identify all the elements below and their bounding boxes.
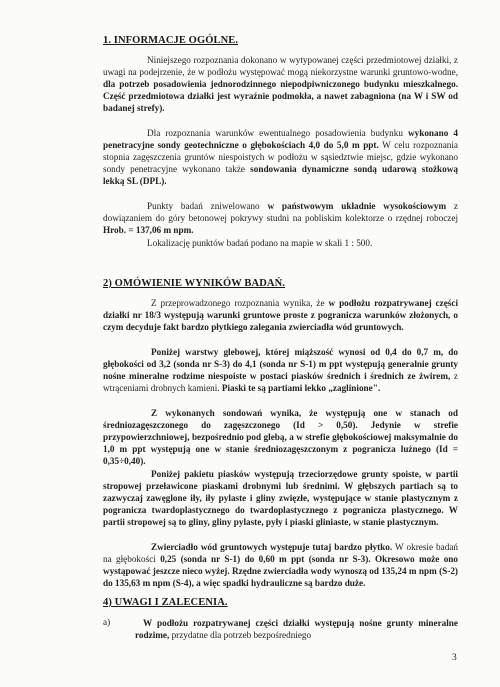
text-run: Z wykonanych sondowań wynika, że występują one w stanach od średniozagęszczonego do zagęszczonego (Id > 0,50). Jedynie w strefie przypowierzchniowej, bezpośrednio pod glebą, a w strefie głębokościowej maksymalnie do 1,0 m ppt występują one w stanie średniozagęszczonym z pogranicza luźnego (Id = 0,35÷0,40). — [103, 408, 458, 467]
text-run: W podłożu rozpatrywanej części działki występują nośne grunty mineralne rodzime, — [135, 618, 458, 641]
text-run: wykonano 4 penetracyjne sondy geotechniczne o głębokościach 4,0 do 5,0 m ppt. — [103, 128, 458, 151]
text-run: Dla rozpoznania warunków ewentualnego posadowienia budynku — [147, 128, 408, 138]
section-2-paragraph-4 — [103, 468, 458, 528]
text-run: Poniżej pakietu piasków występują trzeciorzędowe grunty spoiste, w partii stropowej przeławicone piaskami drobnymi lub średnimi. W głębszych partiach są to zazwyczaj zawęglone iły, iły pylaste i gliny zwięzłe, występujące w stanie plastycznym z pogranicza twardoplastycznego do twardoplastycznego z pogranicza plastycznego. W partii stropowej są to gliny, gliny pylaste, pyły i piaski gliniaste, w stanie plastycznym. — [103, 469, 458, 528]
text-run: Z przeprowadzonego rozpoznania wynika, że — [151, 298, 329, 308]
text-run: w podłożu rozpatrywanej części działki nr 18/3 występują warunki gruntowe proste z pogranicza warunków złożonych, o czym decyduje fakt bardzo płytkiego zalegania zwierciadła wód gruntowych. — [103, 298, 458, 333]
text-run: Niniejszego rozpoznania dokonano w wytypowanej części przedmiotowej działki, z uwagi na podejrzenie, że w podłożu występować mogą niekorzystne warunki gruntowo-wodne, — [103, 55, 458, 78]
section-2-paragraph-1 — [103, 297, 458, 333]
text-run: sondowania dynamiczne sondą udarową stożkową lekką SL (DPL). — [103, 164, 458, 187]
text-run: W celu rozpoznania stopnia zagęszczenia gruntów niespoistych w podłożu w sąsiedztwie miejsc, gdzie wykonano sondy penetracyjne wykonano także — [103, 140, 458, 175]
section-1-heading: 1. INFORMACJE OGÓLNE. — [103, 35, 239, 46]
section-2-heading: 2) OMÓWIENIE WYNIKÓW BADAŃ. — [103, 278, 285, 289]
text-run: w państwowym układnie wysokościowym — [267, 201, 447, 211]
section-2-paragraph-2 — [103, 346, 458, 394]
text-run: 0,25 (sonda nr S-1) do 0,60 m ppt (sonda nr S-3). Okresowo może ono wystąpować jeszcze nieco wyżej. Rzędne zwierciadła wody wynoszą od 135,24 m npm (S-2) do 135,63 m npm (S-4), a więc spadki hydrauliczne są bardzo duże. — [103, 554, 458, 589]
text-run: Poniżej warstwy glebowej, której miąższość wynosi od 0,4 do 0,7 m, do głębokości od 3,2 (sonda nr S-3) do 4,1 (sonda nr S-1) m ppt występują generalnie grunty nośne mineralne rodzime niespoiste w postaci piasków średnich i średnich ze żwirem, — [103, 347, 458, 382]
list-item-marker: a) — [103, 617, 111, 627]
text-run: Hrob. = 137,06 m npm. — [103, 225, 194, 236]
section-2-paragraph-5 — [103, 541, 458, 589]
section-2-paragraph-3 — [103, 407, 458, 467]
section-1-paragraph-3 — [103, 200, 458, 236]
section-1-paragraph-4: Lokalizację punktów badań podano na mapie w skali 1 : 500. — [147, 238, 373, 248]
text-run: Punkty badań zniwelowano — [147, 201, 268, 211]
recommendation-item-a — [135, 617, 458, 641]
text-run: przydatne dla potrzeb bezpośredniego — [171, 630, 312, 641]
section-1-paragraph-2 — [103, 127, 458, 187]
text-run: z wtrąceniami drobnych kamieni. — [103, 371, 458, 394]
text-run: dla potrzeb posadowienia jednorodzinnego niepodpiwniczonego budynku mieszkalnego. Część przedmiotowa działki jest wyraźnie podmokła, a nawet zabagniona (na W i SW od badanej strefy). — [103, 79, 458, 114]
text-run: z dowiązaniem do góry betonowej pokrywy studni na pobliskim kolektorze o rzędnej roboczej — [103, 201, 458, 224]
page-number: 3 — [452, 653, 457, 663]
text-run: Zwierciadło wód gruntowych występuje tutaj bardzo płytko. — [151, 542, 393, 552]
text-run: W okresie badań na głębokości — [103, 542, 458, 565]
section-1-paragraph-1 — [103, 54, 458, 114]
section-4-heading: 4) UWAGI I ZALECENIA. — [103, 597, 228, 608]
text-run: Piaski te są partiami lekko „zaglinione". — [221, 383, 381, 394]
